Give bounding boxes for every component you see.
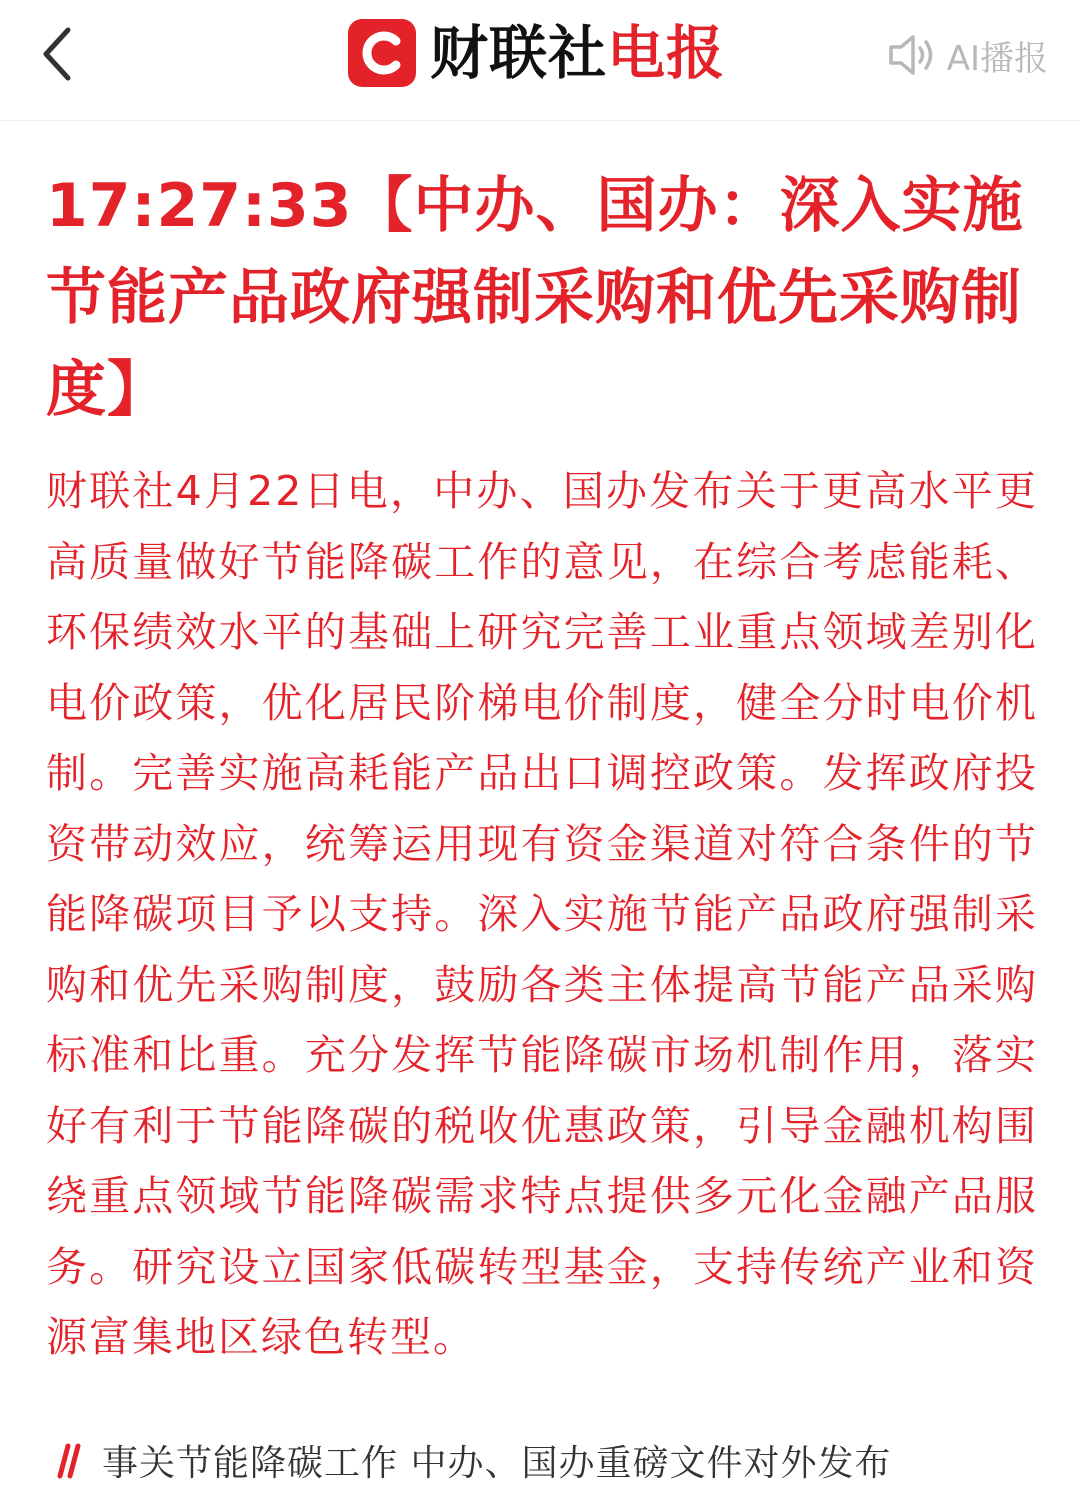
logo-wordmark bbox=[430, 18, 725, 88]
article-headline: 17:27:33【中办、国办：深入实施节能产品政府强制采购和优先采购制度】 bbox=[46, 171, 1024, 425]
cls-logo-icon bbox=[348, 19, 416, 87]
app-logo bbox=[348, 18, 725, 88]
back-button[interactable] bbox=[30, 22, 90, 86]
ai-broadcast-label: AI播报 bbox=[946, 38, 1048, 79]
double-slash-icon bbox=[46, 1440, 86, 1480]
article-body: 财联社4月22日电，中办、国办发布关于更高水平更高质量做好节能降碳工作的意见，在综合考虑能耗、环保绩效水平的基础上研究完善工业重点领域差别化电价政策，优化居民阶梯电价制度，健全分时电价机制。完善实施高耗能产品出口调控政策。发挥政府投资带动效应，统筹运用现有资金渠道对符合条件的节能降碳项目予以支持。深入实施节能产品政府强制采购和优先采购制度，鼓励各类主体提高节能产品采购标准和比重。充分发挥节能降碳市场机制作用，落实好有利于节能降碳的税收优惠政策，引导金融机构围绕重点领域节能降碳需求特点提供多元化金融产品服务。研究设立国家低碳转型基金，支持传统产业和资源富集地区绿色转型。 bbox=[46, 467, 1038, 1361]
related-article-link[interactable] bbox=[46, 1420, 1036, 1500]
chevron-left-icon bbox=[30, 22, 90, 86]
related-article-title: 事关节能降碳工作 中办、国办重磅文件对外发布 bbox=[102, 1442, 892, 1484]
speaker-icon bbox=[887, 32, 939, 78]
ai-broadcast-button[interactable] bbox=[887, 30, 1048, 80]
logo-text-cls: 财联社 bbox=[430, 19, 608, 87]
top-bar bbox=[0, 0, 1080, 121]
logo-text-telegraph: 电报 bbox=[607, 19, 726, 87]
